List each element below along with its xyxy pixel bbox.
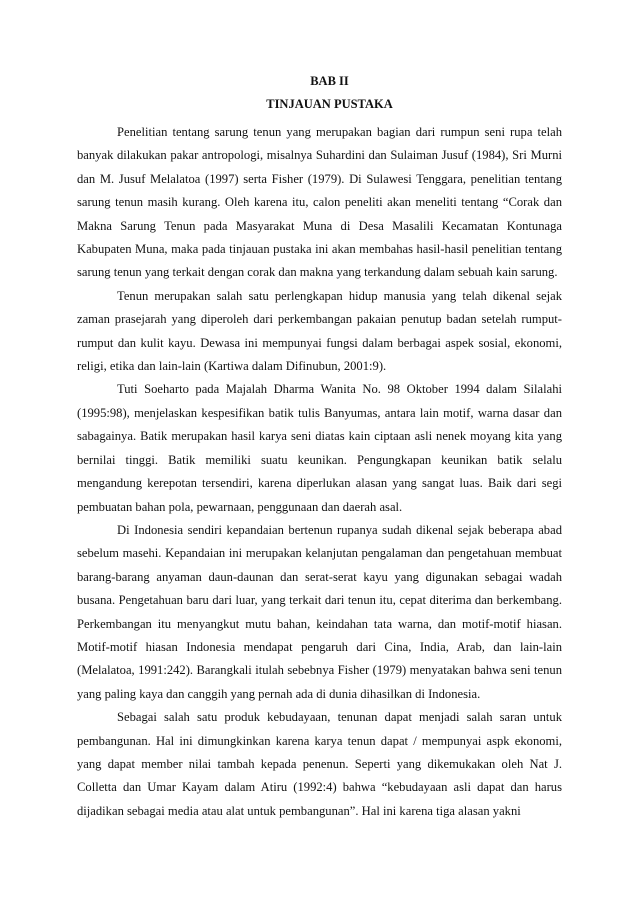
paragraph-5: Sebagai salah satu produk kebudayaan, tenunan dapat menjadi salah saran untuk pembangunan. Hal ini dimungkinkan karena karya tenun dapat / mempunyai aspk ekonomi, yang dapat member nilai tambah kepada penenun. Seperti yang dikemukakan oleh Nat J. Colletta dan Umar Kayam dalam Atiru (1992:4) bahwa “kebudayaan asli dapat dan harus dijadikan sebagai media atau alat untuk pembangunan”. Hal ini karena tiga alasan yakni: [77, 710, 562, 818]
paragraph-3: Tuti Soeharto pada Majalah Dharma Wanita No. 98 Oktober 1994 dalam Silalahi (1995:98), menjelaskan kespesifikan batik tulis Banyumas, antara lain motif, warna dasar dan sabagainya. Batik merupakan hasil karya seni diatas kain ciptaan asli nenek moyang kita yang bernilai tinggi. Batik memiliki suatu keunikan. Pengungkapan keunikan batik selalu mengandung kerepotan tersendiri, karena diperlukan alasan yang sangat luas. Baik dari segi pembuatan bahan pola, pewarnaan, penggunaan dan daerah asal.: [77, 382, 562, 514]
paragraph-4: Di Indonesia sendiri kepandaian bertenun rupanya sudah dikenal sejak beberapa abad sebelum masehi. Kepandaian ini merupakan kelanjutan pengalaman dan pengetahuan membuat barang-barang anyaman daun-daunan dan serat-serat kayu yang digunakan sebagai wadah busana. Pengetahuan baru dari luar, yang terkait dari tenun itu, cepat diterima dan berkembang. Perkembangan itu menyangkut mutu bahan, keindahan tata warna, dan motif-motif hiasan. Motif-motif hiasan Indonesia mendapat pengaruh dari Cina, India, Arab, dan lain-lain (Melalatoa, 1991:242). Barangkali itulah sebebnya Fisher (1979) menyatakan bahwa seni tenun yang paling kaya dan canggih yang pernah ada di dunia dihasilkan di Indonesia.: [77, 522, 562, 701]
body-text: [77, 121, 562, 823]
paragraph-2: Tenun merupakan salah satu perlengkapan hidup manusia yang telah dikenal sejak zaman prasejarah yang diperoleh dari perkembangan pakaian penutup badan setelah rumput-rumput dan kulit kayu. Dewasa ini mempunyai fungsi dalam berbagai aspek sosial, ekonomi, religi, etika dan lain-lain (Kartiwa dalam Difinubun, 2001:9).: [77, 288, 562, 374]
chapter-heading: BAB II: [310, 74, 349, 88]
paragraph-1: Penelitian tentang sarung tenun yang merupakan bagian dari rumpun seni rupa telah banyak dilakukan pakar antropologi, misalnya Suhardini dan Sulaiman Jusuf (1984), Sri Murni dan M. Jusuf Melalatoa (1997) serta Fisher (1979). Di Sulawesi Tenggara, penelitian tentang sarung tenun masih kurang. Oleh karena itu, calon peneliti akan meneliti tentang “Corak dan Makna Sarung Tenun pada Masyarakat Muna di Desa Masalili Kecamatan Kontunaga Kabupaten Muna, maka pada tinjauan pustaka ini akan membahas hasil-hasil penelitian tentang sarung tenun yang terkait dengan corak dan makna yang terkandung dalam sebuah kain sarung.: [77, 125, 562, 280]
section-title: TINJAUAN PUSTAKA: [266, 97, 393, 111]
